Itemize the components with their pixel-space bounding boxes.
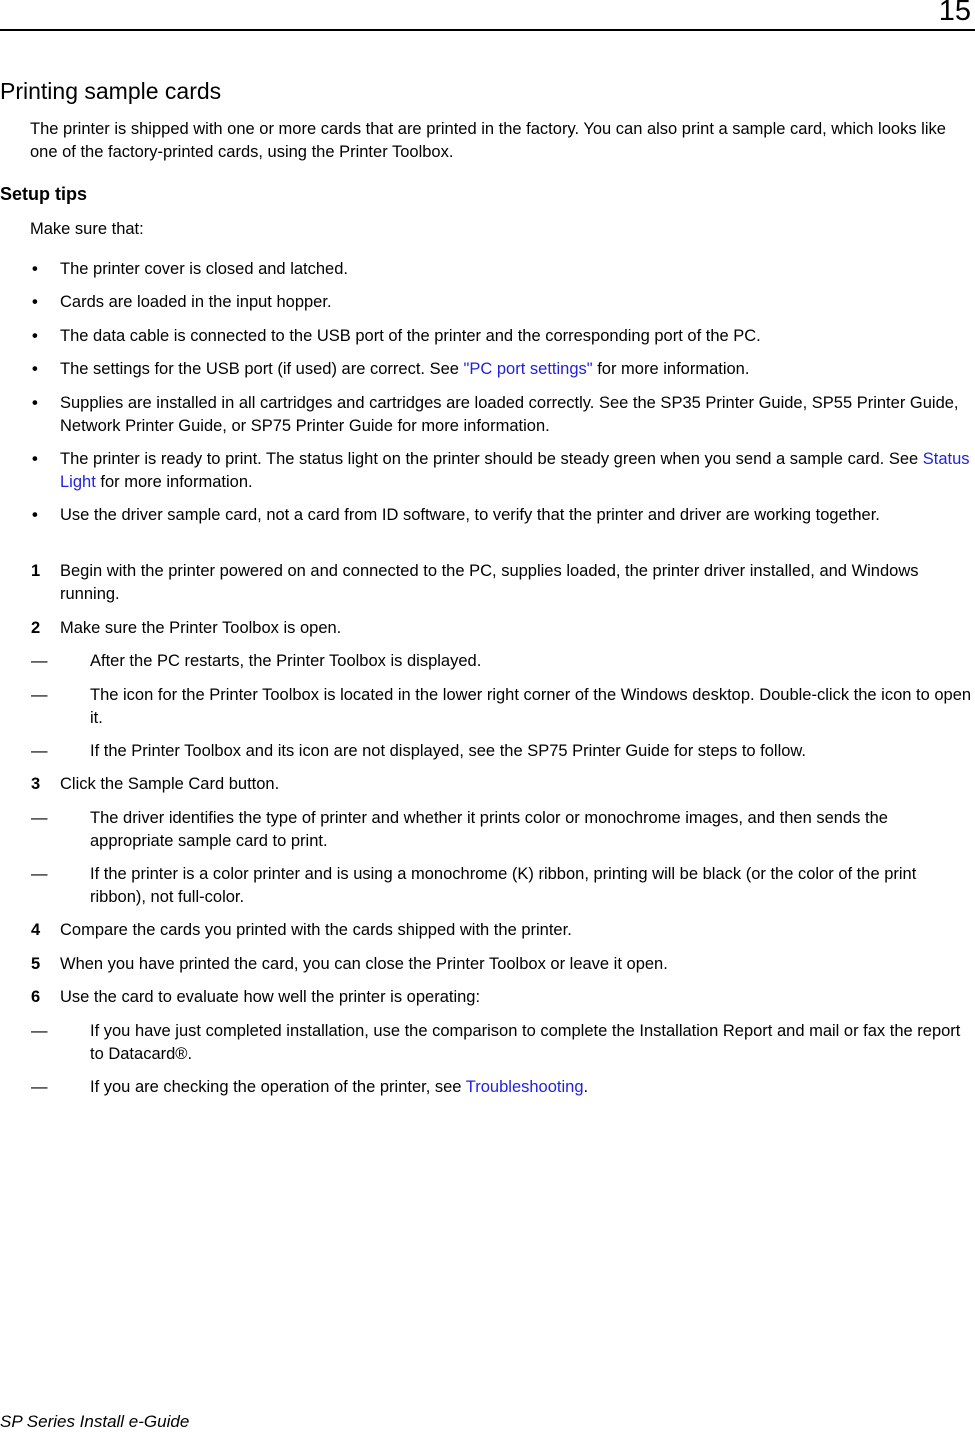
bullet-marker: • [32,506,38,524]
page-number: 15 [938,0,971,27]
substep-text: The icon for the Printer Toolbox is located in the lower right corner of the Windows desktop. Double-click the icon to open it. [90,686,972,727]
step-text: When you have printed the card, you can close the Printer Toolbox or leave it open. [60,955,668,973]
intro-paragraph: The printer is shipped with one or more cards that are printed in the factory. You can also print a sample card, which looks like one of the factory-printed cards, using the Printer Toolbox. [30,120,946,161]
setup-tips-lead: Make sure that: [30,220,144,238]
substep-text: If the printer is a color printer and is using a monochrome (K) ribbon, printing will be black (or the color of the print ribbon), not full-color. [90,865,917,906]
header-rule [0,29,975,31]
bullet-text-after: for more information. [95,473,253,491]
bullet-text [60,448,972,494]
substep-text: If the Printer Toolbox and its icon are not displayed, see the SP75 Printer Guide for steps to follow. [90,742,807,760]
substep-dash: — [31,652,48,670]
footer-title: SP Series Install e-Guide [0,1412,190,1431]
bullet-text: The data cable is connected to the USB port of the printer and the corresponding port of the PC. [60,327,761,345]
substep-text: If you have just completed installation, use the comparison to complete the Installation Report and mail or fax the report to Datacard®. [90,1022,961,1063]
step-text: Compare the cards you printed with the cards shipped with the printer. [60,921,572,939]
step-text: Click the Sample Card button. [60,775,280,793]
step-text: Use the card to evaluate how well the printer is operating: [60,988,481,1006]
bullet-text [60,358,972,381]
substep-text [90,1076,972,1099]
step-number: 4 [31,921,41,939]
substep-dash: — [31,1078,48,1096]
status-light-link[interactable]: Status Light [60,450,970,491]
bullet-text: Supplies are installed in all cartridges and cartridges are loaded correctly. See the SP35 Printer Guide, SP55 Printer Guide, Network Printer Guide, or SP75 Printer Guide for more information. [60,394,959,435]
bullet-text: The printer cover is closed and latched. [60,260,348,278]
substep-dash: — [31,809,48,827]
substep-dash: — [31,686,48,704]
step-number: 3 [31,775,41,793]
bullet-text: Cards are loaded in the input hopper. [60,293,332,311]
troubleshooting-link[interactable]: Troubleshooting [465,1078,584,1096]
substep-dash: — [31,1022,48,1040]
bullet-text-before: The settings for the USB port (if used) are correct. See [60,360,464,378]
bullet-text: Use the driver sample card, not a card from ID software, to verify that the printer and driver are working together. [60,506,880,524]
bullet-marker: • [32,327,38,345]
bullet-marker: • [32,360,38,378]
step-number: 5 [31,955,41,973]
step-text: Make sure the Printer Toolbox is open. [60,619,342,637]
page-title: Printing sample cards [0,78,222,104]
substep-text-before: If you are checking the operation of the printer, see [90,1078,466,1096]
pc-port-settings-link[interactable]: "PC port settings" [463,360,593,378]
bullet-marker: • [32,293,38,311]
bullet-marker: • [32,450,38,468]
bullet-text-after: for more information. [592,360,750,378]
bullet-text-before: The printer is ready to print. The status light on the printer should be steady green when you send a sample card. See [60,450,923,468]
substep-dash: — [31,865,48,883]
step-number: 6 [31,988,41,1006]
step-number: 2 [31,619,41,637]
bullet-marker: • [32,394,38,412]
step-number: 1 [31,562,41,580]
substep-text: After the PC restarts, the Printer Toolbox is displayed. [90,652,482,670]
step-text: Begin with the printer powered on and connected to the PC, supplies loaded, the printer driver installed, and Windows running. [60,562,919,603]
substep-text: The driver identifies the type of printer and whether it prints color or monochrome images, and then sends the appropriate sample card to print. [90,809,888,850]
setup-tips-heading: Setup tips [0,184,88,204]
substep-text-after: . [583,1078,589,1096]
bullet-marker: • [32,260,38,278]
substep-dash: — [31,742,48,760]
